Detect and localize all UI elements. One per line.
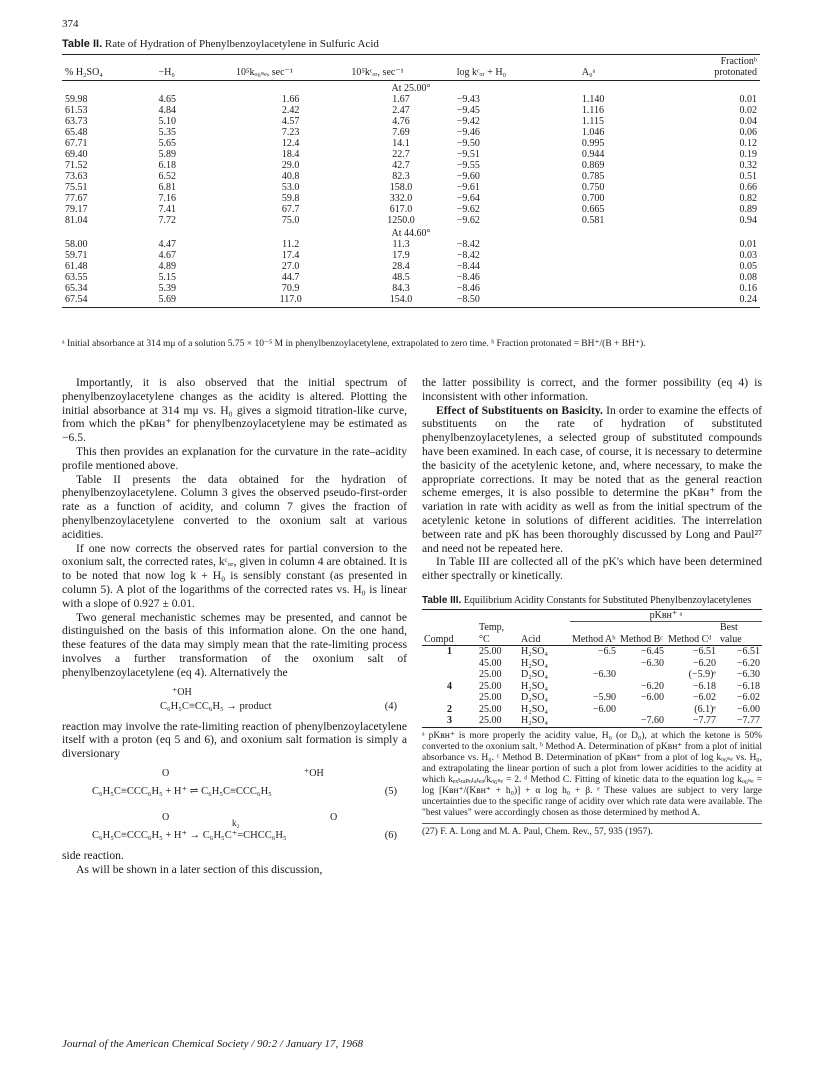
table-cell: 1.116 — [581, 105, 604, 116]
table-cell: 7.16 — [158, 193, 176, 204]
table-cell: 73.63 — [65, 171, 88, 182]
table-cell: 4.47 — [158, 239, 176, 250]
table-cell: −8.42 — [456, 239, 480, 250]
table-cell: −8.50 — [454, 294, 579, 308]
table-row — [62, 127, 760, 138]
table-cell: −9.50 — [456, 138, 480, 149]
paragraph: Two general mechanistic schemes may be presented, and cannot be distinguished on the basis of this information alone. On the one hand, these features of the data may simply mean that the rate-limiting process involves a further transformation of the oxonium salt of phenylbenzoylacetylene (eq 4). Alternatively the — [62, 610, 407, 679]
table-cell: 17.9 — [392, 250, 410, 261]
table-row — [62, 171, 760, 182]
table-cell: 0.02 — [739, 105, 757, 116]
table-cell: 4.84 — [158, 105, 176, 116]
table-row — [62, 160, 760, 171]
table-cell: 53.0 — [281, 182, 300, 193]
paragraph: side reaction. — [62, 848, 124, 862]
table-cell: 0.51 — [739, 171, 757, 182]
t3-header: Method Bᶜ — [618, 622, 666, 646]
table-cell: −8.44 — [456, 261, 480, 272]
table-cell: 1.66 — [281, 94, 300, 105]
table-cell: −9.62 — [456, 215, 480, 226]
table-cell: 0.995 — [581, 138, 605, 149]
table-cell: 29.0 — [281, 160, 300, 171]
table2-caption: Rate of Hydration of Phenylbenzoylacetylene in Sulfuric Acid — [104, 38, 379, 50]
table-cell: 11.2 — [282, 239, 300, 250]
table-cell: 22.7 — [392, 149, 410, 160]
equation-5 — [62, 761, 407, 805]
table-cell: 0.785 — [581, 171, 605, 182]
eq5-body: C₆H₅C≡CCC₆H₅ + H⁺ ⇌ C₆H₅C≡CCC₆H₅ — [92, 786, 272, 798]
table-cell: 42.7 — [392, 160, 410, 171]
eq5-label: (5) — [384, 786, 397, 798]
table-cell: 4.76 — [392, 116, 410, 127]
table-cell: 2.47 — [392, 105, 410, 116]
table-cell: 2 — [447, 703, 452, 715]
table-cell: 81.04 — [65, 215, 88, 226]
table-cell: 65.34 — [65, 283, 88, 294]
table-cell: −6.5 — [597, 646, 616, 658]
table-cell: 5.35 — [158, 127, 176, 138]
table-cell: 7.72 — [158, 215, 176, 226]
table-row — [62, 94, 760, 105]
table-cell — [570, 681, 618, 693]
table-cell: 0.05 — [739, 261, 757, 272]
table-cell: −9.42 — [456, 116, 480, 127]
table-cell: 0.944 — [581, 149, 605, 160]
table-cell: 0.869 — [581, 160, 605, 171]
table-cell: 0.82 — [739, 193, 757, 204]
table-cell: 332.0 — [389, 193, 413, 204]
table-cell: (6.1)ᵉ — [694, 703, 716, 715]
table-cell: 154.0 — [348, 294, 453, 308]
table-cell: 59.71 — [65, 250, 88, 261]
table-cell: 4.89 — [158, 261, 176, 272]
table-cell: −8.42 — [456, 250, 480, 261]
table-cell: 75.0 — [281, 215, 300, 226]
journal-footer: Journal of the American Chemical Society / 90:2 / January 17, 1968 — [62, 1038, 364, 1050]
paragraph: the latter possibility is correct, and the former possibility (eq 4) is inconsistent with other information. — [422, 376, 762, 403]
table-cell — [570, 715, 618, 727]
t2-section-row — [62, 226, 760, 239]
table-cell: 11.3 — [392, 239, 410, 250]
table-cell: −6.18 — [736, 680, 760, 692]
table-row — [62, 138, 760, 149]
table3-footnote: ᵃ pKʙʜ⁺ is more properly the acidity value, H₀ (or D₀), at which the ketone is 50% converted to the oxonium salt. ᵇ Method A. Determination of pKʙʜ⁺ from a plot of initial absorbance vs. H₀. ᶜ Method B. Determination of pKʙʜ⁺ from a plot of log kₒ₆ₛₑ vs. H₀, and extrapolating the linear portion of such a plot from lower acidities to the acidity at which kₑₓₜᵣₐₚₒₗₐₜₑₔ/kₒ₆ₛₑ = 2. ᵈ Method C. Fitting of kinetic data to the equation log kₒ₆ₛₑ = log [Kʙʜ⁺/(Kʙʜ⁺ + h₀)] + α log h₀ + β. ᵉ These values are subject to very large uncertainties due to the specific range of acidity over which rate data were available. The "best values" were accordingly chosen as those determined by method A. — [422, 730, 762, 818]
t2-section-label: At 25.00° — [391, 83, 431, 94]
table-cell: 117.0 — [233, 294, 348, 308]
table-cell: −8.46 — [456, 272, 480, 283]
table-cell: 0.94 — [739, 215, 757, 226]
t2-section-row — [62, 81, 760, 95]
table-cell: 69.40 — [65, 149, 88, 160]
paragraph-body: In order to examine the effects of substituents on the rate of hydration of substituted phenylbenzoylacetylenes, a selected group of substituted compounds have been examined. In each case, of course, it is necessary to determine the basicity of the acetylenic ketone, and, where necessary, to make the appropriate corrections. It may be noted that as the general reaction scheme emerges, it is also possible to determine the pKʙʜ⁺ from the variation in rate with acidity as well as from the initial spectrum of the acetylenic ketone in solutions of different acidities. The interrelation between rate and pK has been thoroughly discussed by Long and Paul²⁷ and need not be repeated here. — [422, 403, 762, 555]
table-cell: H₂SO₄ — [521, 680, 548, 692]
paragraph: This then provides an explanation for the curvature in the rate–acidity profile mentioned above. — [62, 444, 407, 472]
table-cell: 0.665 — [581, 204, 605, 215]
table-cell: 6.18 — [158, 160, 176, 171]
table-row — [62, 116, 760, 127]
table-row — [422, 669, 762, 681]
section-heading: Effect of Substituents on Basicity. — [436, 403, 603, 417]
table-cell: 0.01 — [739, 94, 757, 105]
table-row — [422, 646, 762, 658]
table-row — [62, 149, 760, 160]
paragraph: Table II presents the data obtained for the hydration of phenylbenzoylacetylene. Column 3 gives the observed pseudo-first-order rate as a function of acidity, and column 7 gives the fraction of phenylbenzoylacetylene converted to the oxonium salt at various acidities. — [62, 472, 407, 541]
table-cell: 25.00 — [479, 646, 502, 658]
paragraph — [422, 404, 762, 556]
table-cell: 5.39 — [158, 283, 176, 294]
table-cell — [422, 658, 477, 670]
table-cell: 61.53 — [65, 105, 88, 116]
table-cell: −6.20 — [692, 657, 716, 669]
table-cell: −9.45 — [456, 105, 480, 116]
paragraph: reaction may involve the rate-limiting reaction of phenylbenzoylacetylene itself with a proton (eq 5 and 6), and oxonium salt formation is simply a diversionary — [62, 719, 407, 761]
table-cell: 25.00 — [477, 715, 519, 727]
table-cell — [579, 250, 674, 261]
table-cell: 82.3 — [392, 171, 410, 182]
table-cell: 61.48 — [65, 261, 88, 272]
table-cell: 0.16 — [739, 283, 757, 294]
t2-section-label: At 44.60° — [391, 228, 431, 239]
table-cell: 5.65 — [158, 138, 176, 149]
table-row — [62, 215, 760, 226]
eq6-label: (6) — [384, 830, 397, 842]
table-cell: −6.20 — [640, 680, 664, 692]
eq4-body: C₆H₅C≡CC₆H₅ → product — [160, 700, 272, 712]
table-cell: −9.43 — [456, 94, 480, 105]
table-cell: −9.51 — [456, 149, 480, 160]
table-cell: 0.89 — [739, 204, 757, 215]
table-cell: 67.54 — [62, 294, 155, 308]
table-cell: (−5.9)ᵉ — [688, 669, 716, 681]
table-cell: 0.08 — [739, 272, 757, 283]
table-cell: 65.48 — [65, 127, 88, 138]
table-cell — [618, 704, 666, 716]
left-column — [62, 376, 407, 877]
eq6-top-left: O — [162, 811, 170, 823]
table-cell — [618, 669, 666, 681]
table-row — [62, 182, 760, 193]
t2-header: A₀ᵃ — [579, 55, 674, 81]
table-cell: 2.42 — [281, 105, 300, 116]
table-cell: −6.30 — [592, 669, 616, 681]
eq4-label: (4) — [384, 700, 397, 712]
table-cell: 0.700 — [581, 193, 605, 204]
table-cell: D₂SO₄ — [521, 669, 548, 681]
table2-label: Table II. — [62, 38, 103, 50]
page-number: 374 — [62, 18, 79, 30]
table-cell: 0.04 — [739, 116, 757, 127]
table-cell: 44.7 — [281, 272, 300, 283]
table-cell: −7.77 — [718, 715, 762, 727]
table-cell: D₂SO₄ — [521, 692, 548, 704]
table-row — [62, 105, 760, 116]
table-cell — [422, 669, 477, 681]
table-cell: 0.12 — [739, 138, 757, 149]
table3 — [422, 609, 762, 728]
table-row — [422, 704, 762, 716]
table-row — [62, 261, 760, 272]
table2-footnote: ᵃ Initial absorbance at 314 mμ of a solution 5.75 × 10⁻⁵ M in phenylbenzoylacetylene, extrapolated to zero time. ᵇ Fraction protonated = BH⁺/(B + BH⁺). — [62, 339, 646, 349]
table-cell: −6.51 — [692, 646, 716, 658]
paragraph: Importantly, it is also observed that the initial spectrum of phenylbenzoylacetylene changes as the acidity is altered. Plotting the initial absorbance at 314 mμ vs. H₀ gives a sigmoid titration-like curve, from which the pKʙʜ⁺ for phenylbenzoylacetylene may be estimated as −6.5. — [62, 376, 407, 445]
table-cell: 70.9 — [281, 283, 300, 294]
table-cell: −6.30 — [640, 657, 664, 669]
table-cell: 5.69 — [155, 294, 233, 308]
paragraph: As will be shown in a later section of this discussion, — [76, 862, 323, 876]
table-row — [62, 193, 760, 204]
right-column — [422, 376, 762, 838]
table-cell: 67.7 — [281, 204, 300, 215]
equation-6 — [62, 805, 407, 849]
table-cell: 7.41 — [158, 204, 176, 215]
table-cell: 4.65 — [158, 94, 176, 105]
table-cell: 0.03 — [739, 250, 757, 261]
table-cell: 0.06 — [739, 127, 757, 138]
table-cell: 5.15 — [158, 272, 176, 283]
table-cell: 17.4 — [281, 250, 300, 261]
t3-header: Method Aᵇ — [570, 622, 618, 646]
table-row — [422, 658, 762, 670]
table-cell: −6.02 — [736, 692, 760, 704]
table-cell: 0.01 — [739, 239, 757, 250]
table2-title — [62, 38, 379, 50]
table-cell: 1.67 — [392, 94, 410, 105]
table-cell: 18.4 — [281, 149, 300, 160]
table-cell: 75.51 — [65, 182, 88, 193]
t2-header: % H₂SO₄ — [62, 55, 155, 81]
table-cell: 59.98 — [65, 94, 88, 105]
reference-27: (27) F. A. Long and M. A. Paul, Chem. Rev., 57, 935 (1957). — [422, 823, 762, 838]
table-cell: −6.00 — [592, 703, 616, 715]
table-cell: 63.55 — [65, 272, 88, 283]
table2 — [62, 54, 760, 308]
table-cell: H₂SO₄ — [521, 657, 548, 669]
table-row — [422, 692, 762, 704]
table-cell: 40.8 — [281, 171, 300, 182]
table-cell: 25.00 — [479, 680, 502, 692]
table3-caption: Equilibrium Acidity Constants for Substituted Phenylbenzoylacetylenes — [463, 594, 752, 606]
t3-header: Temp, °C — [477, 622, 519, 646]
table-cell: 1.115 — [581, 116, 604, 127]
paragraph: In Table III are collected all of the pK's which have been determined either spectrally or kinetically. — [422, 555, 762, 583]
t3-header: Method Cᵈ — [666, 622, 718, 646]
table-row — [62, 250, 760, 261]
table-cell: 1 — [447, 646, 452, 658]
table3-title — [422, 595, 762, 606]
table-cell: 1.046 — [581, 127, 605, 138]
table-cell: H₂SO₄ — [521, 646, 548, 658]
table-cell — [422, 692, 477, 704]
t2-header: 10⁵kₒ₆ₛₑ, sec⁻¹ — [233, 55, 348, 81]
table-cell: −6.00 — [640, 692, 664, 704]
table-cell: −5.90 — [592, 692, 616, 704]
table-cell: −6.20 — [736, 657, 760, 669]
t3-header: Best value — [718, 622, 762, 646]
t2-header: Fractionᵇ protonated — [674, 55, 760, 81]
table-cell: 7.69 — [392, 127, 410, 138]
eq6-top-right: O — [330, 811, 338, 823]
table-cell: 58.00 — [65, 239, 88, 250]
table-cell: −7.60 — [618, 715, 666, 727]
eq6-body: C₆H₅C≡CCC₆H₅ + H⁺ → C₆H₅C⁺=CHCC₆H₅ — [92, 830, 287, 842]
table-cell: 6.81 — [158, 182, 176, 193]
table-cell: 0.19 — [739, 149, 757, 160]
t3-header: Compd — [422, 622, 477, 646]
table-cell: 14.1 — [392, 138, 410, 149]
table-cell: 1250.0 — [387, 215, 415, 226]
table-cell: 63.73 — [65, 116, 88, 127]
table-cell: 5.10 — [158, 116, 176, 127]
table-cell: −9.62 — [456, 204, 480, 215]
table-cell — [579, 272, 674, 283]
table-cell: 79.17 — [65, 204, 88, 215]
table-cell: 27.0 — [281, 261, 300, 272]
table-cell — [579, 294, 674, 308]
table-cell: 4.57 — [281, 116, 300, 127]
table-cell: 45.00 — [479, 657, 502, 669]
table-row — [62, 272, 760, 283]
table-cell: 77.67 — [65, 193, 88, 204]
table-cell: 25.00 — [479, 669, 502, 681]
table-cell: −6.18 — [692, 680, 716, 692]
table-cell: 67.71 — [65, 138, 88, 149]
table-cell: 7.23 — [281, 127, 300, 138]
table-cell: −9.46 — [456, 127, 480, 138]
table-cell: 71.52 — [65, 160, 88, 171]
table-cell: 0.66 — [739, 182, 757, 193]
table-cell: 25.00 — [479, 703, 502, 715]
table-cell: 0.750 — [581, 182, 605, 193]
table-row — [62, 239, 760, 250]
table-cell: 5.89 — [158, 149, 176, 160]
t3-header: Acid — [519, 622, 570, 646]
table-cell: 0.24 — [674, 294, 760, 308]
table-cell: −9.61 — [456, 182, 480, 193]
t2-header: −H₀ — [155, 55, 233, 81]
table-cell: 6.52 — [158, 171, 176, 182]
table-cell: 158.0 — [389, 182, 413, 193]
table-row — [62, 283, 760, 294]
table-cell: 25.00 — [479, 692, 502, 704]
table-cell: 1.140 — [581, 94, 605, 105]
table-cell: −9.55 — [456, 160, 480, 171]
t2-header: 10⁵kᶜₒᵣ, sec⁻¹ — [348, 55, 453, 81]
t2-header: log kᶜₒᵣ + H₀ — [454, 55, 579, 81]
table-cell: −9.60 — [456, 171, 480, 182]
table-cell — [579, 239, 674, 250]
table-cell: −6.00 — [736, 703, 760, 715]
table3-label: Table III. — [422, 594, 462, 606]
table-cell: −6.45 — [640, 646, 664, 658]
t3-group-header: pKʙʜ⁺ ᵃ — [570, 609, 762, 622]
table-cell: −6.30 — [736, 669, 760, 681]
table-row — [62, 294, 760, 308]
table-row — [422, 715, 762, 727]
table-cell: 0.581 — [581, 215, 605, 226]
table-cell: H₂SO₄ — [519, 715, 570, 727]
table-cell: 4.67 — [158, 250, 176, 261]
table-cell — [570, 658, 618, 670]
eq6-rate-constant: k₂ — [232, 817, 240, 828]
equation-4 — [62, 680, 407, 720]
table-cell — [579, 283, 674, 294]
table-cell: 3 — [422, 715, 477, 727]
table-cell: 4 — [447, 680, 452, 692]
table-cell: 59.8 — [281, 193, 300, 204]
eq5-top-right: ⁺OH — [304, 767, 324, 779]
table-cell: H₂SO₄ — [521, 703, 548, 715]
table-cell: −6.02 — [692, 692, 716, 704]
table-cell: 12.4 — [281, 138, 300, 149]
eq5-top-left: O — [162, 767, 170, 779]
table-cell — [579, 261, 674, 272]
table-cell: 0.32 — [739, 160, 757, 171]
table-row — [62, 204, 760, 215]
table-row — [422, 681, 762, 693]
table-cell: −6.51 — [736, 646, 760, 658]
table-cell: 48.5 — [392, 272, 410, 283]
table-cell: 617.0 — [389, 204, 413, 215]
table-cell: −7.77 — [666, 715, 718, 727]
table-cell: 84.3 — [392, 283, 410, 294]
table-cell: −9.64 — [456, 193, 480, 204]
table-cell: −8.46 — [456, 283, 480, 294]
eq4-oxonium: ⁺OH — [172, 686, 192, 698]
table-cell: 28.4 — [392, 261, 410, 272]
paragraph: If one now corrects the observed rates for partial conversion to the oxonium salt, the corrected rates, kᶜₒᵣ, given in column 4 are obtained. It is to be noted that now log k + H₀ is sensibly constant (as presented in column 5). A plot of the logarithms of the corrected rates vs. H₀ is linear with a slope of 0.927 ± 0.01. — [62, 541, 407, 610]
